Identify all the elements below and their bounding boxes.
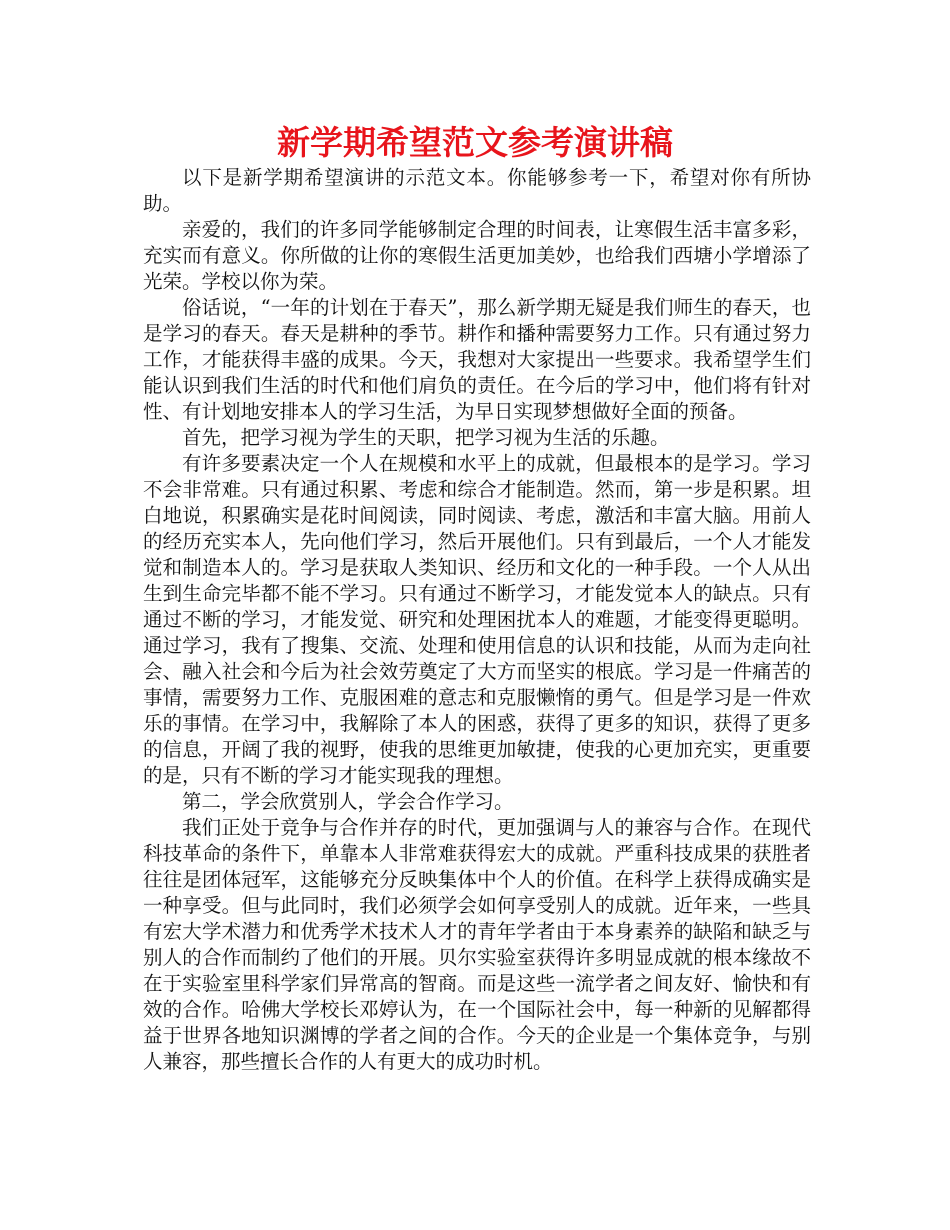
- paragraph-point-two: 第二，学会欣赏别人，学会合作学习。: [182, 790, 514, 813]
- document-body: [143, 165, 811, 1075]
- paragraph-cooperation: 我们正处于竞争与合作并存的时代，更加强调与人的兼容与合作。在现代科技革命的条件下，单靠本人非常难获得宏大的成就。严重科技成果的获胜者往往是团体冠军，这能够充分反映集体中个人的价值。在科学上获得成确实是一种享受。但与此同时，我们必须学会如何享受别人的成就。近年来，一些具有宏大学术潜力和优秀学术技术人才的青年学者由于本身素养的缺陷和缺乏与别人的合作而制约了他们的开展。贝尔实验室获得许多明显成就的根本缘故不在于实验室里科学家们异常高的智商。而是这些一流学者之间友好、愉快和有效的合作。哈佛大学校长邓婷认为，在一个国际社会中，每一种新的见解都得益于世界各地知识渊博的学者之间的合作。今天的企业是一个集体竞争，与别人兼容，那些擅长合作的人有更大的成功时机。: [143, 816, 811, 1073]
- paragraph-intro: 以下是新学期希望演讲的示范文本。你能够参考一下，希望对你有所协助。: [143, 166, 811, 215]
- paragraph-point-one: 首先，把学习视为学生的天职，把学习视为生活的乐趣。: [182, 426, 670, 449]
- document-title: 新学期希望范文参考演讲稿: [277, 123, 673, 162]
- paragraph-spring: 俗话说，“一年的计划在于春天”，那么新学期无疑是我们师生的春天，也是学习的春天。春天是耕种的季节。耕作和播种需要努力工作。只有通过努力工作，才能获得丰盛的成果。今天，我想对大家提出一些要求。我希望学生们能认识到我们生活的时代和他们肩负的责任。在今后的学习中，他们将有针对性、有计划地安排本人的学习生活，为早日实现梦想做好全面的预备。: [143, 296, 811, 423]
- paragraph-learning: 有许多要素决定一个人在规模和水平上的成就，但最根本的是学习。学习不会非常难。只有通过积累、考虑和综合才能制造。然而，第一步是积累。坦白地说，积累确实是花时间阅读，同时阅读、考虑，激活和丰富大脑。用前人的经历充实本人，先向他们学习，然后开展他们。只有到最后，一个人才能发觉和制造本人的。学习是获取人类知识、经历和文化的一种手段。一个人从出生到生命完毕都不能不学习。只有通过不断学习，才能发觉本人的缺点。只有通过不断的学习，才能发觉、研究和处理困扰本人的难题，才能变得更聪明。通过学习，我有了搜集、交流、处理和使用信息的认识和技能，从而为走向社会、融入社会和今后为社会效劳奠定了大方而坚实的根底。学习是一件痛苦的事情，需要努力工作、克服困难的意志和克服懒惰的勇气。但是学习是一件欢乐的事情。在学习中，我解除了本人的困惑，获得了更多的知识，获得了更多的信息，开阔了我的视野，使我的思维更加敏捷，使我的心更加充实，更重要的是，只有不断的学习才能实现我的理想。: [143, 452, 811, 787]
- paragraph-greeting: 亲爱的，我们的许多同学能够制定合理的时间表，让寒假生活丰富多彩，充实而有意义。你所做的让你的寒假生活更加美妙，也给我们西塘小学增添了光荣。学校以你为荣。: [143, 218, 811, 293]
